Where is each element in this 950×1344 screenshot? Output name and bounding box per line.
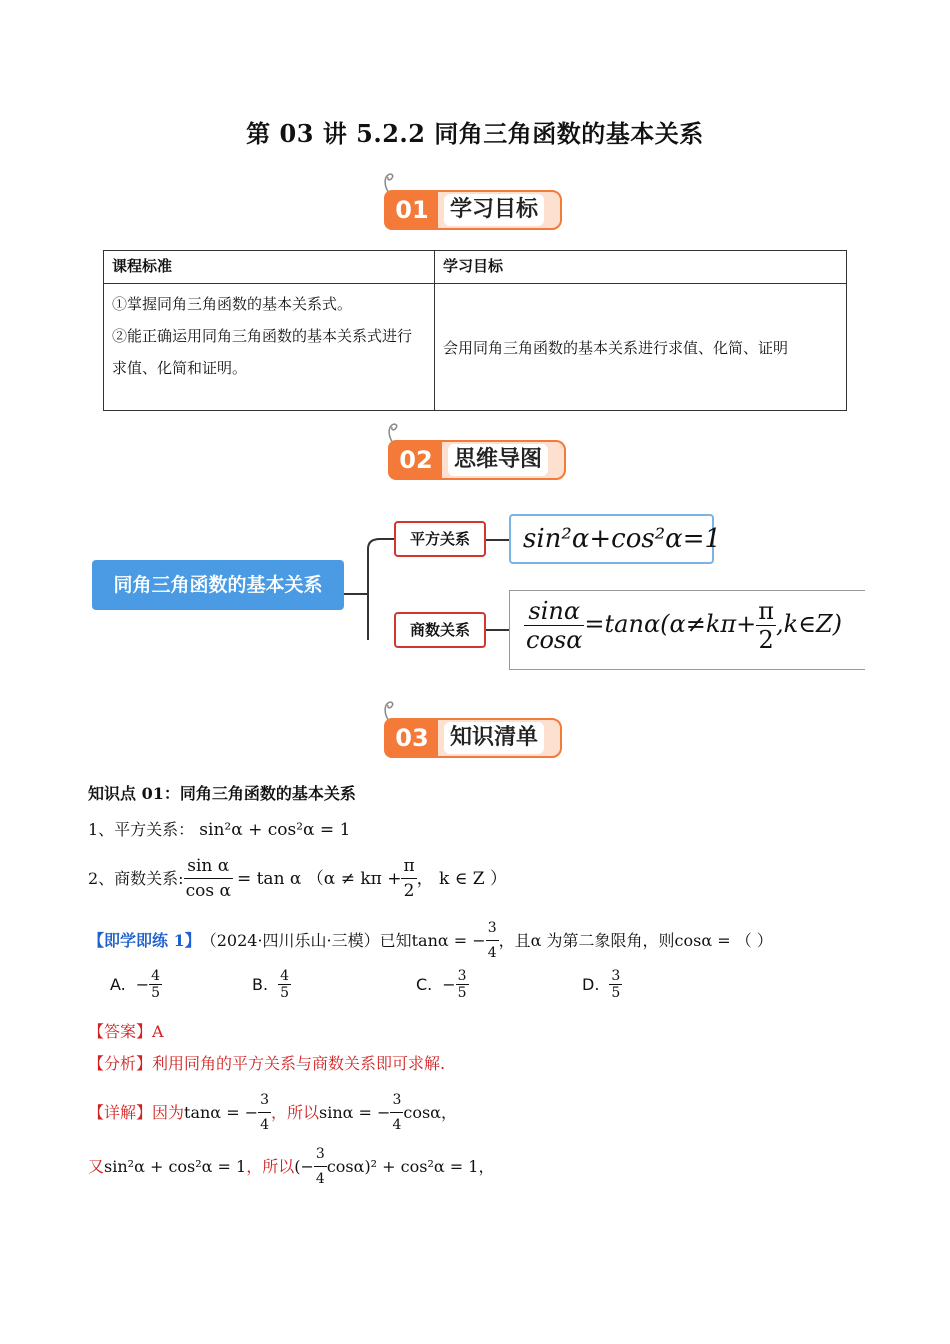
standard-1: ①掌握同角三角函数的基本关系式。 xyxy=(112,295,353,313)
knowledge-item-1: 1、平方关系： sin²α + cos²α = 1 xyxy=(88,820,351,840)
option-b[interactable]: B. $\frac{4}{5}$ xyxy=(252,968,289,1001)
detail-line-2: 又 sin²α + cos²α = 1 ，所以 (− $\frac{3}{4}$ cosα)² + cos²α = 1 ， xyxy=(88,1142,494,1191)
formula-square: sin²α + cos²α = 1 xyxy=(199,820,351,840)
exercise-question: 【即学即练 1】 （2024·四川乐山·三模）已知 tanα = − $\frac{3}{4}$ ，且α 为第二象限角，则 cosα = （ ） xyxy=(88,916,773,965)
formula-square-box: sin²α+cos²α=1 xyxy=(509,514,714,564)
section-number: 02 xyxy=(388,440,444,480)
option-a[interactable]: A. − $\frac{4}{5}$ xyxy=(110,968,161,1001)
section-badge-goals xyxy=(384,184,568,232)
header-goal: 学习目标 xyxy=(435,251,847,284)
detail-line-1: 【详解】 因为 tanα = − $\frac{3}{4}$ ，所以 sinα = − $\frac{3}{4}$ cosα， xyxy=(88,1088,457,1137)
mindmap-branch-quotient: 商数关系 xyxy=(394,612,486,648)
formula-quotient-fraction: $\frac{\text{sin α}}{\text{cos α}}$ xyxy=(185,856,231,901)
page-title: 第 03 讲 5.2.2 同角三角函数的基本关系 xyxy=(246,119,704,148)
standard-2: ②能正确运用同角三角函数的基本关系式进行求值、化简和证明。 xyxy=(112,327,413,377)
section-label: 思维导图 xyxy=(448,444,548,476)
section-number: 01 xyxy=(384,190,440,230)
option-d[interactable]: D. $\frac{3}{5}$ xyxy=(582,968,621,1001)
section-badge-mindmap xyxy=(388,434,572,482)
goal-cell: 会用同角三角函数的基本关系进行求值、化简、证明 xyxy=(435,284,847,411)
standard-cell xyxy=(104,284,435,411)
section-label: 学习目标 xyxy=(444,194,544,226)
formula-quotient-box: $\frac{\sin\alpha}{\cos\alpha}$ =tanα(α≠kπ+ $\frac{\pi}{2}$ ,k∈Z) xyxy=(509,590,865,670)
analysis-line: 【分析】利用同角的平方关系与商数关系即可求解. xyxy=(88,1054,446,1073)
header-standard: 课程标准 xyxy=(104,251,435,284)
mindmap-connectors xyxy=(340,530,400,640)
section-number: 03 xyxy=(384,718,440,758)
mindmap-branch-square: 平方关系 xyxy=(394,521,486,557)
goals-table xyxy=(103,250,847,411)
section-label: 知识清单 xyxy=(444,722,544,754)
section-badge-knowledge xyxy=(384,712,568,760)
knowledge-item-2: 2、商数关系: $\frac{\text{sin α}}{\text{cos α}}$ = tan α （α ≠ kπ + $\frac{\pi}{2}$ ， k ∈ Z ） xyxy=(88,856,507,901)
mindmap-leaf-connectors xyxy=(486,536,510,636)
mindmap-root: 同角三角函数的基本关系 xyxy=(92,560,344,610)
formula-quotient-fraction: $\frac{\sin\alpha}{\cos\alpha}$ xyxy=(526,597,583,654)
option-c[interactable]: C. − $\frac{3}{5}$ xyxy=(416,968,467,1001)
exercise-tag: 【即学即练 1】 xyxy=(88,930,201,950)
knowledge-heading: 知识点 01：同角三角函数的基本关系 xyxy=(88,784,356,803)
answer-line: 【答案】A xyxy=(88,1022,164,1041)
